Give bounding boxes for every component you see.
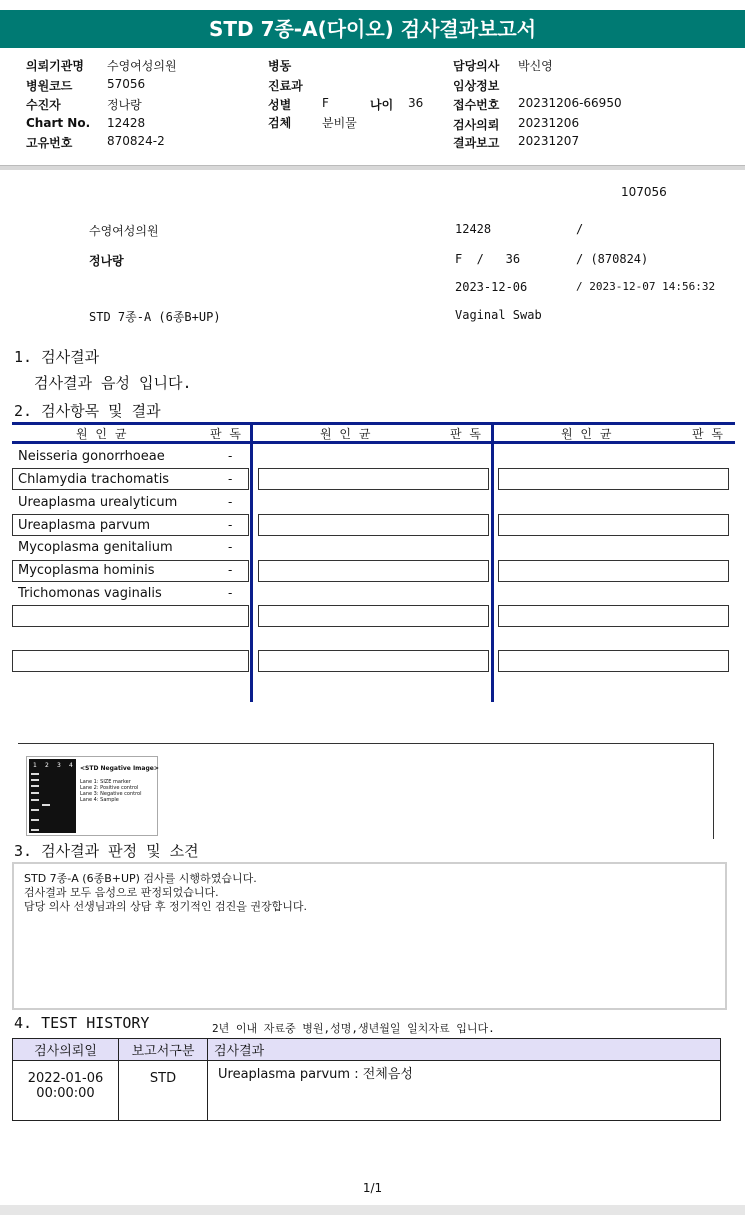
age-value: 36	[408, 96, 424, 110]
summary-specimen: Vaginal Swab	[455, 308, 542, 322]
header-hospital-code	[26, 77, 146, 94]
col-result-1: 판 독	[210, 427, 243, 441]
unique-no-value: 870824-2	[107, 134, 165, 148]
header-ward	[268, 57, 291, 74]
summary-sex: F	[455, 252, 463, 266]
header-patient	[26, 96, 142, 113]
organism-name: Ureaplasma parvum	[18, 518, 151, 533]
marker-band	[31, 773, 39, 775]
section2-heading: 2. 검사항목 및 결과	[14, 402, 161, 420]
organism-name: Mycoplasma genitalium	[18, 540, 173, 555]
col-result-2: 판 독	[450, 427, 483, 441]
lane-number: 4	[69, 762, 73, 769]
row-box-7b	[258, 605, 489, 627]
receipt-no-value: 20231206-66950	[518, 96, 622, 110]
history-col-type: 보고서구분	[119, 1039, 208, 1061]
summary-code: 107056	[621, 185, 667, 199]
lane-number: 1	[33, 762, 37, 769]
summary-slash: /	[576, 222, 584, 236]
header-hospital	[26, 57, 177, 74]
col-result-3: 판 독	[692, 427, 725, 441]
gel-photo	[29, 759, 76, 833]
section1-heading: 1. 검사결과	[14, 348, 100, 366]
doctor-value: 박신영	[518, 59, 553, 73]
header-request-date	[453, 116, 580, 133]
gel-image-frame	[18, 743, 714, 839]
specimen-label: 검체	[268, 116, 292, 130]
header-dept	[268, 77, 303, 94]
summary-chart-no: 12428	[455, 222, 492, 236]
organism-name: Mycoplasma hominis	[18, 563, 155, 578]
header-specimen	[268, 114, 357, 131]
doctor-label: 담당의사	[453, 59, 500, 73]
gel-legend-line: Lane 2: Positive control	[80, 785, 139, 791]
row-box-3c	[498, 514, 729, 536]
row-box-9b	[258, 650, 489, 672]
summary-age: 36	[505, 252, 521, 266]
sex-label: 성별	[268, 98, 292, 112]
organism-result: -	[228, 495, 233, 509]
chart-no-value: 12428	[107, 116, 146, 130]
gel-legend-line: Lane 4: Sample	[80, 797, 119, 803]
col-organism-2: 원 인 균	[320, 427, 373, 441]
lane-number: 2	[45, 762, 49, 769]
footer-bar	[0, 1205, 745, 1215]
history-date-cell	[13, 1061, 119, 1121]
history-date: 2022-01-06	[27, 1071, 104, 1086]
summary-test-name: STD 7종-A (6종B+UP)	[89, 310, 221, 324]
header-receipt-no	[453, 96, 622, 113]
patient-value: 정나랑	[107, 98, 142, 112]
unique-no-label: 고유번호	[26, 136, 73, 150]
history-col-date: 검사의뢰일	[13, 1039, 119, 1061]
age-label: 나이	[370, 98, 394, 112]
hospital-code-label: 병원코드	[26, 79, 73, 93]
request-date-value: 20231206	[518, 116, 580, 130]
organism-name: Chlamydia trachomatis	[18, 472, 170, 487]
table-row	[13, 1061, 721, 1121]
header-divider	[0, 165, 745, 170]
hospital-label: 의뢰기관명	[26, 59, 84, 73]
chart-no-label: Chart No.	[26, 116, 91, 130]
marker-band	[31, 779, 39, 781]
summary-hospital: 수영여성의원	[89, 224, 159, 238]
report-title: STD 7종-A(다이오) 검사결과보고서	[0, 10, 745, 48]
row-box-5b	[258, 560, 489, 582]
organism-result: -	[228, 540, 233, 554]
col-organism-3: 원 인 균	[561, 427, 614, 441]
marker-band	[31, 785, 39, 787]
marker-band	[31, 792, 39, 794]
summary-id-short: / (870824)	[576, 252, 649, 266]
header-report-date	[453, 134, 580, 151]
opinion-box	[12, 862, 727, 1010]
history-table	[12, 1038, 721, 1121]
history-col-result: 검사결과	[208, 1039, 721, 1061]
summary-id-value: (870824)	[590, 252, 649, 266]
header-doctor	[453, 57, 553, 74]
hospital-value: 수영여성의원	[107, 59, 177, 73]
gel-legend-line: Lane 1: SIZE marker	[80, 779, 131, 785]
result-grid	[12, 422, 735, 702]
header-clinical-info	[453, 77, 499, 94]
opinion-line: 검사결과 모두 음성으로 판정되었습니다.	[24, 886, 219, 899]
organism-result: -	[228, 472, 233, 486]
report-date-label: 결과보고	[453, 136, 500, 150]
header-sex	[268, 96, 329, 113]
gel-title: <STD Negative Image>	[80, 765, 159, 772]
section3-heading: 3. 검사결과 판정 및 소견	[14, 842, 199, 860]
lane-number: 3	[57, 762, 61, 769]
summary-report-datetime-value: 2023-12-07 14:56:32	[589, 280, 716, 293]
marker-band	[31, 809, 39, 811]
dept-label: 진료과	[268, 79, 303, 93]
history-note: 2년 이내 자료중 병원,성명,생년월일 일치자료 입니다.	[212, 1022, 495, 1035]
history-result: Ureaplasma parvum : 전체음성	[208, 1061, 721, 1121]
organism-result: -	[228, 518, 233, 532]
summary-report-datetime: / 2023-12-07 14:56:32	[576, 280, 716, 293]
organism-result: -	[228, 449, 233, 463]
summary-request-date: 2023-12-06	[455, 280, 528, 294]
history-header-row	[13, 1039, 721, 1061]
grid-divider-1	[250, 422, 253, 702]
organism-name: Neisseria gonorrhoeae	[18, 449, 165, 464]
marker-band	[31, 819, 39, 821]
row-box-7c	[498, 605, 729, 627]
request-date-label: 검사의뢰	[453, 118, 500, 132]
organism-name: Ureaplasma urealyticum	[18, 495, 178, 510]
organism-result: -	[228, 563, 233, 577]
summary-patient: 정나랑	[89, 254, 124, 268]
marker-band	[31, 829, 39, 831]
ward-label: 병동	[268, 59, 292, 73]
organism-name: Trichomonas vaginalis	[18, 586, 162, 601]
opinion-line: STD 7종-A (6종B+UP) 검사를 시행하였습니다.	[24, 872, 257, 885]
report-date-value: 20231207	[518, 134, 580, 148]
row-box-5c	[498, 560, 729, 582]
row-box-3b	[258, 514, 489, 536]
organism-result: -	[228, 586, 233, 600]
summary-sex-age: F / 36	[455, 252, 521, 266]
gel-legend-line: Lane 3: Negative control	[80, 791, 142, 797]
patient-label: 수진자	[26, 98, 61, 112]
header-unique-no	[26, 134, 165, 151]
specimen-value: 분비물	[322, 116, 357, 130]
page-number: 1/1	[362, 1181, 383, 1195]
section4-heading: 4. TEST HISTORY	[14, 1014, 150, 1032]
grid-divider-2	[491, 422, 494, 702]
history-type: STD	[119, 1061, 208, 1121]
row-box-1b	[258, 468, 489, 490]
opinion-line: 담당 의사 선생님과의 상담 후 정기적인 검진을 권장합니다.	[24, 900, 307, 913]
hospital-code-value: 57056	[107, 77, 146, 91]
row-box-1c	[498, 468, 729, 490]
row-box-9c	[498, 650, 729, 672]
row-box-9	[12, 650, 249, 672]
marker-band	[31, 799, 39, 801]
header-age	[370, 96, 424, 113]
receipt-no-label: 접수번호	[453, 98, 500, 112]
row-box-7	[12, 605, 249, 627]
clinical-info-label: 임상정보	[453, 79, 500, 93]
col-organism-1: 원 인 균	[76, 427, 129, 441]
gel-image	[26, 756, 158, 836]
positive-band	[42, 804, 50, 806]
sex-value: F	[322, 96, 329, 110]
section1-text: 검사결과 음성 입니다.	[34, 374, 192, 392]
history-time: 00:00:00	[36, 1086, 95, 1101]
header-chart-no	[26, 116, 146, 130]
